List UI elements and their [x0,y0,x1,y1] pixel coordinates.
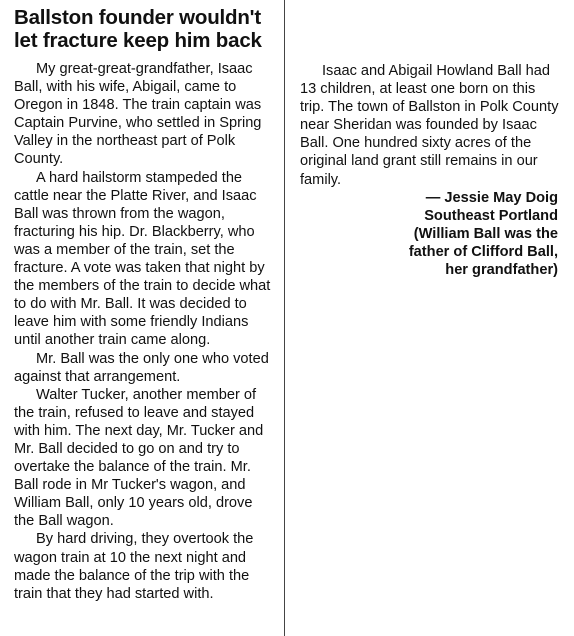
letter-signature [300,189,562,279]
headline-line-2: let fracture keep him back [14,29,262,52]
headline-line-1: Ballston founder wouldn't [14,6,261,29]
signature-location: Southeast Portland [424,207,558,224]
signature-note-3: her grandfather) [445,262,558,279]
right-column [300,62,562,279]
paragraph-2: A hard hailstorm stampeded the cattle near the Platte River, and Isaac Ball was thrown from the wagon, fracturing his hip. Dr. Blackberry, who was a member of the train, set the fracture. A vote was taken that night by the members of the train to decide what to do with Mr. Ball. It was decided to leave him with some friendly Indians until another train came along. [14,169,271,349]
left-column [14,6,272,603]
paragraph-1: My great-great-grandfather, Isaac Ball, with his wife, Abigail, came to Oregon in 1848. The train captain was Captain Purvine, who settled in Spring Valley in the northeast part of Polk County. [14,61,262,168]
paragraph-5: By hard driving, they overtook the wagon train at 10 the next night and made the balance of the trip with the train that they had started with. [14,531,254,602]
paragraph-4: Walter Tucker, another member of the train, refused to leave and stayed with him. The next day, Mr. Tucker and Mr. Ball decided to go on and try to overtake the balance of the train. Mr. Ball rode in Mr Tucker's wagon, and William Ball, only 10 years old, drove the Ball wagon. [14,386,264,530]
article-body-right [300,62,562,189]
signature-note-1: (William Ball was the [413,225,558,242]
signature-note-2: father of Clifford Ball, [408,243,558,260]
paragraph-3: Mr. Ball was the only one who voted against that arrangement. [14,350,269,385]
article-body-left [14,60,272,603]
column-divider [284,0,285,636]
paragraph-6: Isaac and Abigail Howland Ball had 13 children, at least one born on this trip. The town of Ballston in Polk County near Sheridan was founded by Isaac Ball. One hundred sixty acres of the original land grant still remains in our family. [300,63,559,188]
signature-name: — Jessie May Doig [425,189,558,206]
article-headline [14,6,272,52]
